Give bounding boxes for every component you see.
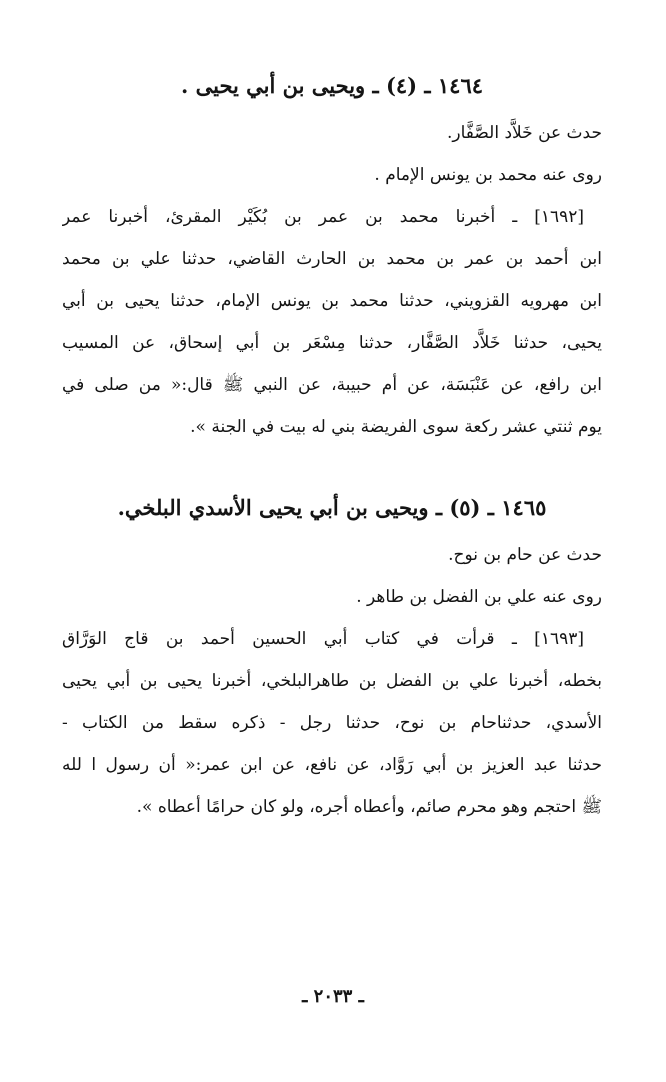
hadith-line: [١٦٩٢] ـ أخبرنا محمد بن عمر بن بُكَيْر المقرئ، أخبرنا عمر <box>62 207 584 227</box>
entry-1465 <box>62 488 602 828</box>
hadith-line: يوم ثنتي عشر ركعة سوى الفريضة بني له بيت في الجنة ». <box>190 417 602 437</box>
hadith-line: بخطه، أخبرنا علي بن الفضل بن طاهرالبلخي، أخبرنا يحيى بن أبي يحيى <box>62 671 602 691</box>
narrated-from-line: حدث عن حام بن نوح. <box>448 545 602 565</box>
hadith-line: الأسدي، حدثناحام بن نوح، حدثنا رجل - ذكره سقط من الكتاب - <box>62 713 602 733</box>
entry-heading: ١٤٦٤ ـ (٤) ـ ويحيى بن أبي يحيى . <box>180 73 484 98</box>
entry-heading: ١٤٦٥ ـ (٥) ـ ويحيى بن أبي يحيى الأسدي البلخي. <box>117 495 547 520</box>
hadith-line: يحيى، حدثنا خَلاَّد الصَّفَّار، حدثنا مِسْعَر بن أبي إسحاق، عن المسيب <box>62 333 602 353</box>
hadith-line: ابن رافع، عن عَنْبَسَة، عن أم حبيبة، عن النبي ﷺ قال:« من صلى في <box>62 375 602 395</box>
narrated-by-line: روى عنه محمد بن يونس الإمام . <box>374 165 602 185</box>
entry-1464 <box>62 66 602 448</box>
hadith-line: ابن أحمد بن عمر بن محمد بن الحارث القاضي، حدثنا علي بن محمد <box>62 249 602 269</box>
section-gap <box>62 448 602 488</box>
narrated-from-line: حدث عن خَلاَّد الصَّفَّار. <box>447 123 602 143</box>
hadith-line: [١٦٩٣] ـ قرأت في كتاب أبي الحسين أحمد بن قاج الوَرَّاق <box>62 629 584 649</box>
narrated-by-line: روى عنه علي بن الفضل بن طاهر . <box>356 587 602 607</box>
hadith-line: ﷺ احتجم وهو محرم صائم، وأعطاه أجره، ولو كان حرامًا أعطاه ». <box>136 797 602 817</box>
hadith-line: ابن مهرويه القزويني، حدثنا محمد بن يونس الإمام، حدثنا يحيى بن أبي <box>62 291 602 311</box>
hadith-line: حدثنا عبد العزيز بن أبي رَوَّاد، عن نافع، عن ابن عمر:« أن رسول ا لله <box>62 755 602 775</box>
page-number: ـ ٢٠٣٣ ـ <box>302 986 364 1007</box>
